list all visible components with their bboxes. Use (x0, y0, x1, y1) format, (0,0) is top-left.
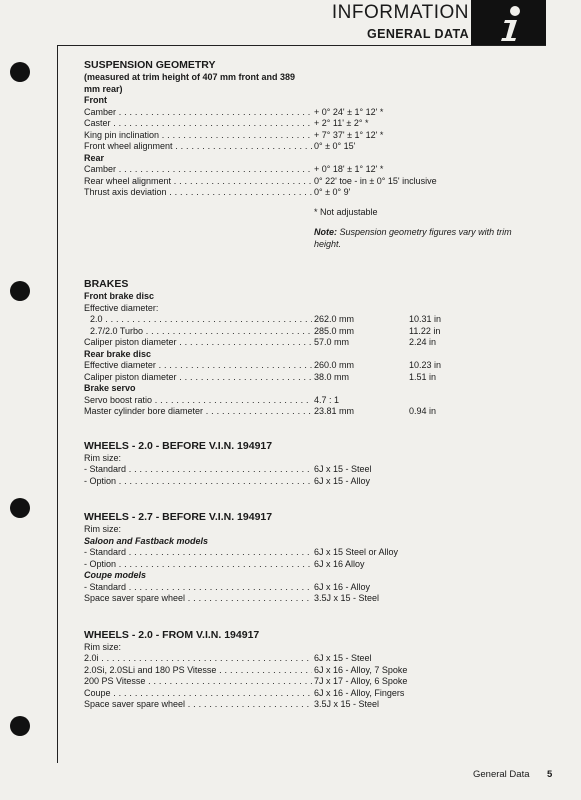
section-title-wheels-27-before: WHEELS - 2.7 - BEFORE V.I.N. 194917 (84, 511, 273, 523)
data-row: - Option . . . 6J x 16 Alloy (84, 559, 544, 571)
data-row: Caster . . . + 2° 11' ± 2° * (84, 118, 544, 130)
rear-heading: Rear (84, 152, 105, 163)
section-title-suspension: SUSPENSION GEOMETRY (84, 59, 216, 71)
info-icon (471, 0, 546, 45)
section-title-brakes: BRAKES (84, 278, 129, 290)
data-row: Camber . . . + 0° 24' ± 1° 12' * (84, 107, 544, 119)
data-row: Rim size: (84, 452, 122, 463)
data-row: Thrust axis deviation . . . 0° ± 0° 9' (84, 187, 544, 199)
content (84, 50, 544, 711)
section-title-wheels-20-from: WHEELS - 2.0 - FROM V.I.N. 194917 (84, 628, 260, 641)
front-disc-heading: Front brake disc (84, 291, 155, 301)
data-row: Coupe . . . 6J x 16 - Alloy, Fingers (84, 688, 544, 700)
data-row: Camber . . . + 0° 18' ± 1° 12' * (84, 164, 544, 176)
data-row: Effective diameter . . . 260.0 mm 10.23 in (84, 360, 544, 372)
section-title-wheels-20-before: WHEELS - 2.0 - BEFORE V.I.N. 194917 (84, 439, 273, 452)
note: Note: Suspension geometry figures vary with trim height. (314, 227, 512, 249)
data-row: Caliper piston diameter . . . 57.0 mm 2.24 in (84, 337, 544, 349)
page-title: INFORMATION (331, 2, 469, 23)
page-number: 5 (547, 769, 553, 780)
data-row: 2.0Si, 2.0SLi and 180 PS Vitesse . . . 6J x 16 - Alloy, 7 Spoke (84, 665, 544, 677)
data-row: Rim size: (84, 524, 122, 534)
data-row: Space saver spare wheel . . . 3.5J x 15 - Steel (84, 699, 544, 711)
data-row: - Standard . . . 6J x 16 - Alloy (84, 582, 544, 594)
binder-hole (10, 62, 30, 82)
data-row: - Standard . . . 6J x 15 - Steel (84, 464, 544, 476)
rear-disc-heading: Rear brake disc (84, 348, 152, 359)
footer-section-label: General Data (473, 769, 530, 780)
servo-heading: Brake servo (84, 383, 136, 393)
saloon-heading: Saloon and Fastback models (84, 535, 209, 546)
footnote: * Not adjustable (314, 206, 378, 217)
data-row: - Option . . . 6J x 15 - Alloy (84, 476, 544, 488)
data-row: Effective diameter: (84, 302, 159, 313)
data-row: King pin inclination . . . + 7° 37' ± 1° 12' * (84, 130, 544, 142)
data-row: 2.7/2.0 Turbo . . . 285.0 mm 11.22 in (84, 326, 544, 338)
binder-hole (10, 281, 30, 301)
suspension-subtitle: (measured at trim height of 407 mm front and 389 mm rear) (84, 72, 296, 94)
front-heading: Front (84, 95, 107, 105)
frame-left-rule (57, 45, 58, 763)
data-row: Rear wheel alignment . . . 0° 22' toe - in ± 0° 15' inclusive (84, 176, 544, 188)
data-row: Rim size: (84, 641, 122, 652)
page-subtitle: GENERAL DATA (366, 27, 469, 41)
data-row: Servo boost ratio . . . 4.7 : 1 (84, 395, 544, 407)
data-row: Master cylinder bore diameter . . . 23.81 mm 0.94 in (84, 406, 544, 418)
data-row: Caliper piston diameter . . . 38.0 mm 1.51 in (84, 372, 544, 384)
frame-top-rule (57, 45, 546, 46)
data-row: 2.0i . . . 6J x 15 - Steel (84, 653, 544, 665)
data-row: 200 PS Vitesse . . . 7J x 17 - Alloy, 6 Spoke (84, 676, 544, 688)
data-row: Front wheel alignment . . . 0° ± 0° 15' (84, 141, 544, 153)
binder-hole (10, 498, 30, 518)
coupe-heading: Coupe models (84, 570, 147, 580)
data-row: - Standard . . . 6J x 15 Steel or Alloy (84, 547, 544, 559)
binder-hole (10, 716, 30, 736)
data-row: Space saver spare wheel . . . 3.5J x 15 - Steel (84, 593, 544, 605)
data-row: 2.0 . . . 262.0 mm 10.31 in (84, 314, 544, 326)
